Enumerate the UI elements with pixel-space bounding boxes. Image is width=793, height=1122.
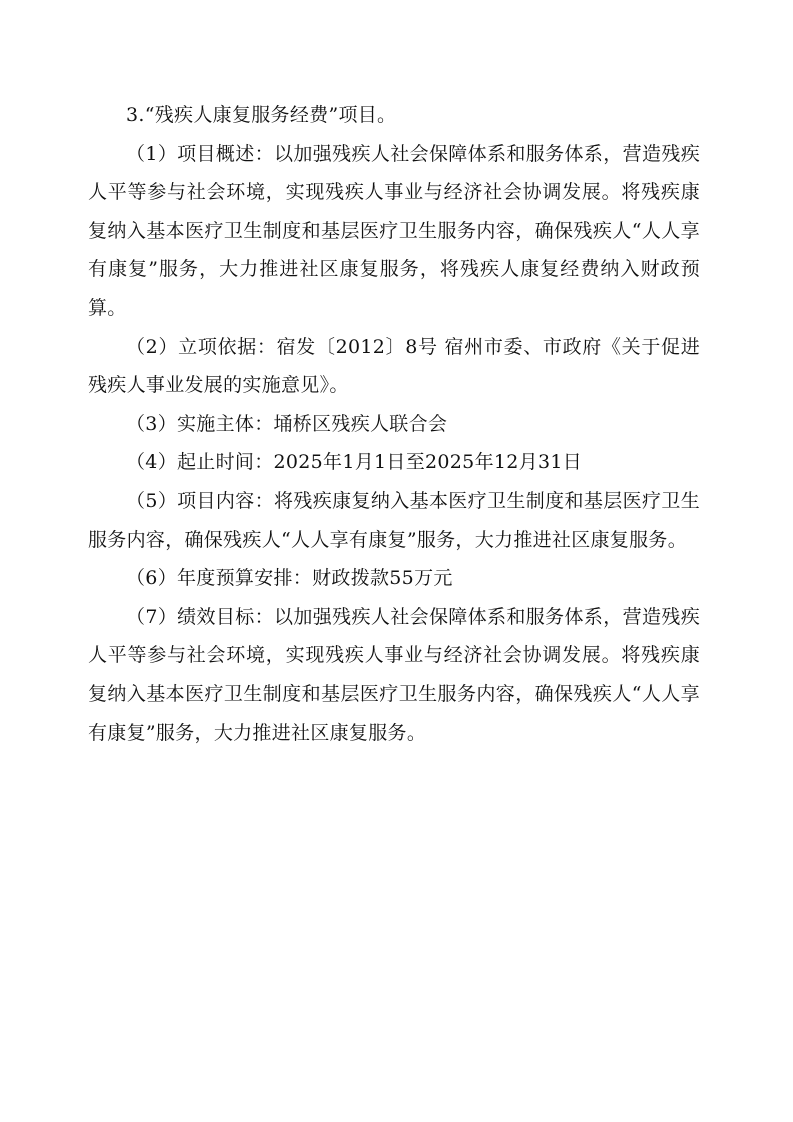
project-content: （5）项目内容：将残疾康复纳入基本医疗卫生制度和基层医疗卫生服务内容，确保残疾人“人人享有康复”服务，大力推进社区康复服务。 <box>88 489 700 551</box>
project-period: （4）起止时间：2025年1月1日至2025年12月31日 <box>126 451 583 474</box>
document-body <box>88 96 700 752</box>
section-heading: 3.“残疾人康复服务经费”项目。 <box>126 104 397 126</box>
project-basis: （2）立项依据：宿发〔2012〕8号 宿州市委、市政府《关于促进残疾人事业发展的实施意见》。 <box>88 335 700 397</box>
annual-budget: （6）年度预算安排：财政拨款55万元 <box>126 567 453 590</box>
performance-goals: （7）绩效目标：以加强残疾人社会保障体系和服务体系，营造残疾人平等参与社会环境，实现残疾人事业与经济社会协调发展。将残疾康复纳入基本医疗卫生制度和基层医疗卫生服务内容，确保残疾人“人人享有康复”服务，大力推进社区康复服务。 <box>88 605 700 744</box>
implementing-entity: （3）实施主体：埇桥区残疾人联合会 <box>126 412 448 435</box>
project-overview: （1）项目概述：以加强残疾人社会保障体系和服务体系，营造残疾人平等参与社会环境，实现残疾人事业与经济社会协调发展。将残疾康复纳入基本医疗卫生制度和基层医疗卫生服务内容，确保残疾人“人人享有康复”服务，大力推进社区康复服务，将残疾人康复经费纳入财政预算。 <box>88 142 700 319</box>
